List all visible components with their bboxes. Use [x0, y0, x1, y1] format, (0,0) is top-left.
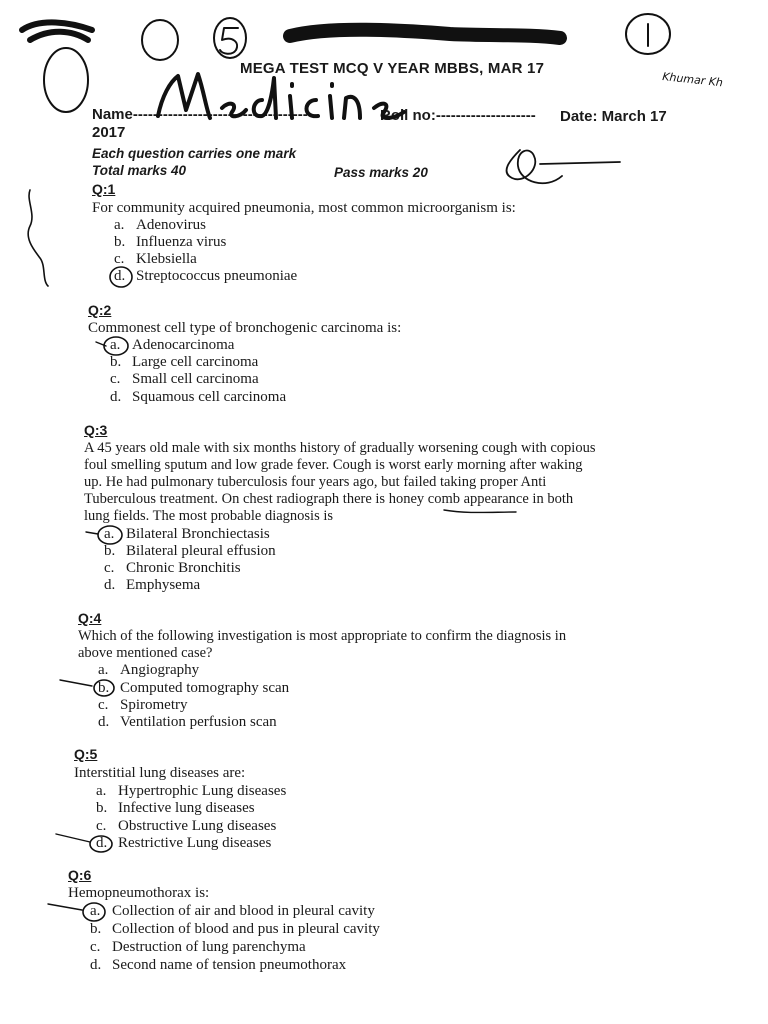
- option-letter: c.: [90, 939, 101, 955]
- option-letter: a.: [98, 662, 109, 678]
- question-number: Q:5: [74, 746, 98, 762]
- option-text: Angiography: [120, 662, 200, 678]
- option-letter: a.: [90, 903, 101, 919]
- answer-circle: [98, 526, 122, 544]
- test-title: MEGA TEST MCQ V YEAR MBBS, MAR 17: [240, 60, 545, 77]
- question-text-line: Tuberculous treatment. On chest radiograph there is honey comb appearance in both: [84, 491, 574, 507]
- option-letter: b.: [98, 680, 110, 696]
- option-letter: d.: [98, 714, 110, 730]
- option-text: Spirometry: [120, 697, 188, 713]
- answer-circle: [104, 337, 128, 355]
- option-letter: b.: [110, 354, 122, 370]
- answer-arrow: [60, 680, 92, 686]
- corner-handwritten-note: Khumar Kh: [661, 70, 724, 90]
- option-letter: c.: [114, 251, 125, 267]
- question-text-line: A 45 years old male with six months history of gradually worsening cough with copious: [84, 440, 596, 456]
- question-text: Hemopneumothorax is:: [68, 885, 210, 901]
- question-text-line: up. He had pulmonary tuberculosis four years ago, but failed taking proper Anti: [84, 474, 547, 490]
- question-number: Q:6: [68, 867, 92, 883]
- option-letter: b.: [114, 234, 126, 250]
- option-letter: d.: [90, 957, 102, 973]
- option-text: Restrictive Lung diseases: [118, 835, 272, 851]
- option-text: Adenovirus: [136, 217, 206, 233]
- option-text: Adenocarcinoma: [132, 337, 235, 353]
- option-text: Destruction of lung parenchyma: [112, 939, 306, 955]
- option-text: Klebsiella: [136, 251, 197, 267]
- pass-marks: Pass marks 20: [334, 165, 428, 180]
- medicine-handwriting: [158, 74, 404, 118]
- year-label: 2017: [92, 124, 126, 141]
- option-text: Bilateral Bronchiectasis: [126, 526, 270, 542]
- option-text: Computed tomography scan: [120, 680, 290, 696]
- option-text: Emphysema: [126, 577, 201, 593]
- answer-tick: [86, 532, 98, 534]
- option-letter: c.: [98, 697, 109, 713]
- option-text: Hypertrophic Lung diseases: [118, 783, 287, 799]
- question-text-line: lung fields. The most probable diagnosis is: [84, 508, 334, 524]
- option-text: Large cell carcinoma: [132, 354, 259, 370]
- option-text: Collection of air and blood in pleural cavity: [112, 903, 375, 919]
- option-text: Influenza virus: [136, 234, 227, 250]
- roll-number-label: Roll no:--------------------: [380, 107, 536, 124]
- answer-arrow: [48, 904, 82, 910]
- option-letter: a.: [104, 526, 115, 542]
- option-letter: b.: [104, 543, 116, 559]
- option-letter: c.: [104, 560, 115, 576]
- question-text-line: above mentioned case?: [78, 645, 213, 661]
- digit-five: [220, 28, 238, 54]
- option-letter: c.: [110, 371, 121, 387]
- option-text: Chronic Bronchitis: [126, 560, 241, 576]
- option-text: Ventilation perfusion scan: [120, 714, 277, 730]
- option-letter: d.: [110, 389, 122, 405]
- option-text: Bilateral pleural effusion: [126, 543, 276, 559]
- question-number: Q:4: [78, 610, 102, 626]
- option-text: Obstructive Lung diseases: [118, 818, 277, 834]
- question-text: Commonest cell type of bronchogenic carcinoma is:: [88, 320, 402, 336]
- circled-score-mark: [142, 20, 178, 60]
- question-number: Q:1: [92, 181, 116, 197]
- margin-circle-mark: [44, 48, 88, 112]
- option-letter: a.: [110, 337, 121, 353]
- answer-circle: [94, 680, 114, 696]
- option-text: Infective lung diseases: [118, 800, 255, 816]
- option-letter: a.: [114, 217, 125, 233]
- marking-note: Each question carries one mark: [92, 146, 297, 161]
- question-number: Q:3: [84, 422, 108, 438]
- date-label: Date: March 17: [560, 108, 667, 125]
- total-marks: Total marks 40: [92, 163, 187, 178]
- name-field-label: Name------------------------------------: [92, 106, 313, 123]
- option-text: Streptococcus pneumoniae: [136, 268, 298, 284]
- redaction-mark: [290, 30, 560, 38]
- option-text: Squamous cell carcinoma: [132, 389, 287, 405]
- question-text-line: foul smelling sputum and low grade fever. Cough is worst early morning after waking: [84, 457, 583, 473]
- option-letter: d.: [96, 835, 108, 851]
- margin-squiggle: [28, 190, 48, 286]
- option-text: Second name of tension pneumothorax: [112, 957, 347, 973]
- question-text: For community acquired pneumonia, most common microorganism is:: [92, 200, 516, 216]
- option-letter: b.: [90, 921, 102, 937]
- option-letter: b.: [96, 800, 108, 816]
- answer-circle: [83, 903, 105, 921]
- option-letter: a.: [96, 783, 107, 799]
- option-letter: d.: [104, 577, 116, 593]
- question-number: Q:2: [88, 302, 112, 318]
- answer-arrow: [56, 834, 90, 842]
- option-letter: d.: [114, 268, 126, 284]
- option-text: Small cell carcinoma: [132, 371, 259, 387]
- option-text: Collection of blood and pus in pleural cavity: [112, 921, 380, 937]
- question-text: Interstitial lung diseases are:: [74, 765, 246, 781]
- question-text-line: Which of the following investigation is most appropriate to confirm the diagnosis in: [78, 628, 567, 644]
- signature: [507, 150, 620, 183]
- underline-mark: [444, 510, 516, 513]
- answer-circle: [110, 267, 132, 287]
- ink-blotch: [22, 22, 92, 40]
- option-letter: c.: [96, 818, 107, 834]
- answer-circle: [90, 836, 112, 852]
